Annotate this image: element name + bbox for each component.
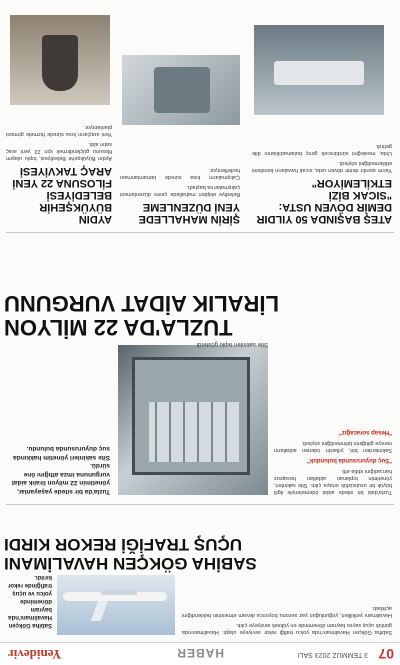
- blacksmith-headline: ATEŞ BAŞINDA 50 YILDIR DEMİR DÖVEN USTA: "SICAK BİZİ ETKİLEMİYOR": [256, 177, 392, 225]
- officials-photo: [10, 15, 110, 105]
- tuzla-sidebar: [6, 444, 110, 495]
- airport-headline-line-2: UÇUŞ TRAFİĞİ REKOR KIRDI: [4, 535, 242, 554]
- neighbourhood-body-paragraph: Çalışmaların kısa sürede tamamlanması hedefleniyor.: [120, 167, 240, 180]
- tuzla-headline: [4, 291, 392, 339]
- tuzla-sidebar-paragraph: Tuzla'da bir sitede yaşayanlar, yönetimin 22 milyon liralık aidat vurgununa imza attığını öne sürdü.: [11, 462, 110, 495]
- tuzla-story-body: [274, 240, 392, 495]
- bus-fleet-body-paragraph: Yeni araçların kısa sürede hizmete girmesi planlanıyor.: [6, 124, 112, 137]
- photo-caption: Site sakinleri tepki gösterdi: [196, 341, 268, 347]
- tuzla-headline-line-1: TUZLA'DA 22 MİLYON: [4, 315, 233, 340]
- section-divider: [6, 504, 394, 505]
- issue-date: 3 TEMMUZ 2023 SALI: [297, 651, 368, 658]
- airplane-photo: [57, 575, 175, 635]
- tuzla-body-paragraph: Sakinlerden biri, yıllardır ödenen aidatların nereye gittiğinin bilinmediğini söyledi.: [274, 440, 392, 453]
- airport-headline: [4, 535, 392, 573]
- tuzla-highlight: "Suç duyurusunda bulunduk": [306, 457, 392, 463]
- tuzla-body-paragraph: Tuzla'daki bir sitede aidat ödemeleriyle ilgili büyük bir usulsüzlük ortaya çıktı. Site sakinleri, yönetimin toplanan aidatları hesapsız harcadığını iddia etti.: [274, 468, 392, 495]
- bus-fleet-body-paragraph: Aydın Büyükşehir Belediyesi, toplu ulaşım filosunu güçlendirmek için 22 yeni araç satın aldı.: [6, 141, 112, 161]
- street-photo: [122, 55, 240, 125]
- tuzla-sidebar-paragraph: Site sakinleri yönetim hakkında suç duyurusunda bulundu.: [13, 445, 110, 461]
- workshop-photo: [254, 25, 384, 115]
- neighbourhood-story: [120, 163, 240, 225]
- blacksmith-body-paragraph: Yarım asırdır demir döven usta, sıcak havaların kendisini etkilemediğini söyledi.: [252, 160, 392, 173]
- airport-body-paragraph: Havalimanı yetkilileri, yoğunluğun yaz sezonu boyunca devam etmesinin beklendiğini açıkladı.: [182, 605, 392, 618]
- airport-headline-line-1: SABİHA GÖKÇEN HAVALİMANI: [4, 554, 257, 573]
- page-number: 07: [378, 646, 394, 662]
- masthead: [0, 642, 400, 665]
- residential-site-photo: [118, 345, 268, 495]
- neighbourhood-headline: ŞİRİN MAHALLEDE YENİ DÜZENLEME: [138, 201, 240, 225]
- tuzla-highlight: "Hesap soracağız": [338, 429, 392, 435]
- neighbourhood-body-paragraph: Belediye ekipleri mahallede çevre düzenlemesi çalışmalarına başladı.: [120, 184, 240, 197]
- bus-fleet-headline: AYDIN BÜYÜKŞEHİR BELEDİYESİ FİLOSUNA 22 YENİ ARAÇ TAKVİYESİ: [12, 165, 112, 225]
- section-label: HABER: [176, 646, 224, 660]
- airport-body-paragraph: Sabiha Gökçen Havalimanı'nda yolcu trafiği rekor seviyeye ulaştı. Havalimanında günlük uçuş sayısı bayram döneminde en yüksek seviyeye çıktı.: [182, 622, 392, 635]
- airport-lede: Sabiha Gökçen Havalimanı'nda bayram döneminde yolcu ve uçuş trafiğinde rekor kırıldı.: [7, 574, 52, 628]
- section-divider: [6, 232, 394, 233]
- tuzla-headline-line-2: LİRALIK AİDAT VURGUNU: [4, 291, 279, 316]
- newspaper-logo: Yenidevir: [8, 647, 62, 662]
- blacksmith-body-paragraph: Usta, mesleğini sürdürecek genç bulamadıklarını dile getirdi.: [252, 143, 392, 156]
- bus-fleet-story: [6, 120, 112, 225]
